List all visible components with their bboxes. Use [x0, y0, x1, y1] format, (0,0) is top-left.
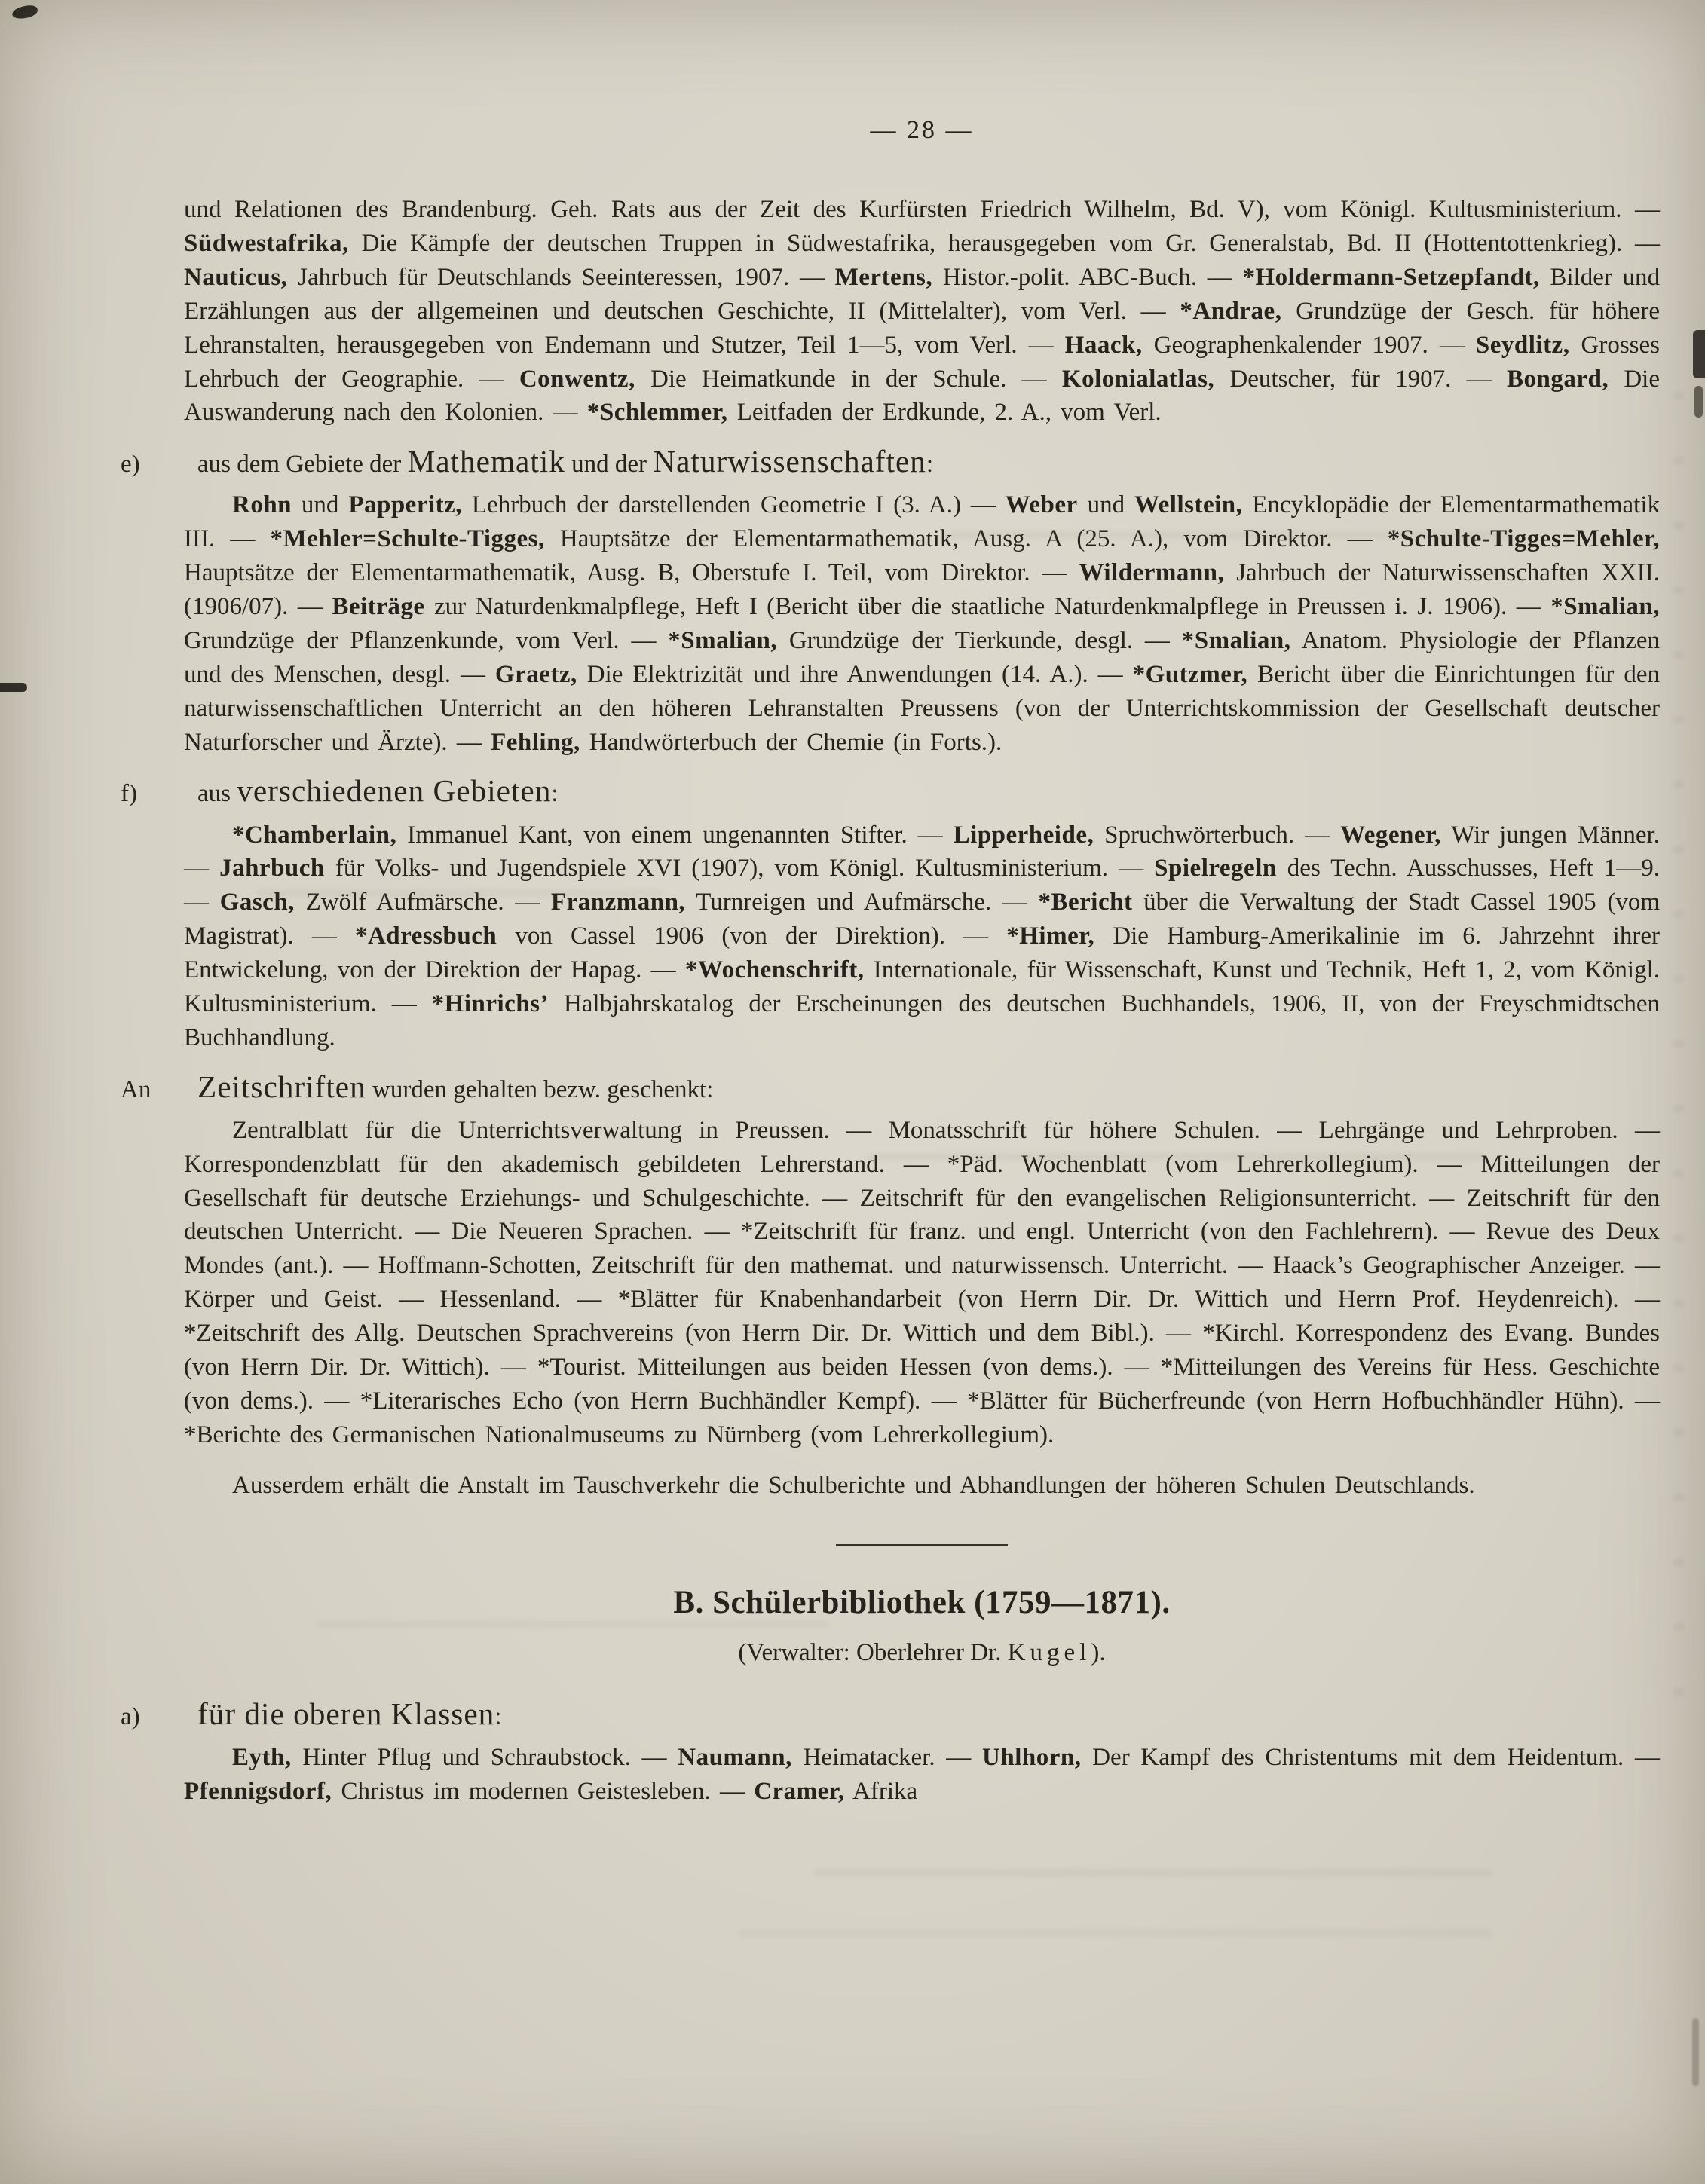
text-run: Heimatacker. — — [791, 1743, 983, 1771]
section-divider — [836, 1544, 1008, 1546]
text-run: : — [551, 780, 559, 808]
text-run: Spielregeln — [1154, 855, 1277, 882]
text-run: *Chamberlain, — [232, 821, 397, 849]
text-run: Encyklopädie der Elementarmathematik III. — — [184, 491, 1660, 553]
text-run: Grosses Lehrbuch der Geographie. — — [184, 331, 1660, 393]
text-run: Bilder und Erzählungen aus der allgemeinen und deutschen Geschichte, II (Mittelalter), vom Verl. — — [184, 263, 1661, 325]
zeitschriften-title — [197, 1069, 714, 1104]
section-e-marker: e) — [121, 451, 140, 479]
text-run: *Smalian, — [1550, 593, 1660, 621]
text-run: Weber — [1005, 491, 1078, 519]
text-run: Pfennigsdorf, — [184, 1777, 332, 1805]
text-run: wurden gehalten bezw. geschenkt: — [366, 1075, 714, 1103]
text-run: Turnreigen und Aufmärsche. — — [685, 889, 1039, 916]
text-run: Hauptsätze der Elementarmathematik, Ausg. B, Oberstufe I. Teil, vom Direktor. — — [184, 559, 1079, 587]
text-run: *Holdermann-Setzepfandt, — [1242, 263, 1540, 291]
text-run: Graetz, — [494, 660, 577, 688]
heading-zeitschriften — [121, 1066, 1660, 1108]
text-run: Grundzüge der Pflanzenkunde, vom Verl. — — [184, 626, 669, 654]
text-run: Spruchwörterbuch. — — [1094, 821, 1341, 849]
text-run: Jahrbuch — [219, 855, 325, 882]
text-run: Gasch, — [219, 889, 295, 916]
scan-edge-streak-artifact — [1693, 330, 1705, 378]
text-run: von Cassel 1906 (von der Direktion). — — [497, 922, 1007, 950]
page-content — [121, 113, 1661, 1809]
text-run: Geographenkalender 1907. — — [1142, 331, 1476, 359]
text-run: aus dem Gebiete der — [197, 451, 408, 479]
text-run: *Adressbuch — [354, 922, 497, 950]
paragraph-zeitschriften — [184, 1114, 1660, 1452]
text-run: Lipperheide, — [953, 821, 1094, 849]
text-run: Die Heimatkunde in der Schule. — — [635, 365, 1062, 393]
section-a-title — [197, 1696, 502, 1731]
text-run: *Himer, — [1006, 922, 1095, 950]
text-run: Wildermann, — [1079, 559, 1225, 587]
text-run: Anatom. Physiologie der Pflanzen und des Menschen, desgl. — — [184, 626, 1660, 688]
text-run: Immanuel Kant, von einem ungenannten Stifter. — — [396, 821, 954, 849]
text-run: Cramer, — [754, 1777, 845, 1805]
scan-speck-artifact — [11, 5, 38, 20]
text-run: Bongard, — [1506, 365, 1609, 393]
text-run: Rohn — [232, 491, 292, 519]
text-run: und der — [565, 451, 654, 479]
text-run: Uhlhorn, — [982, 1743, 1082, 1771]
text-run: Kugel — [1007, 1638, 1091, 1666]
text-run: *Bericht — [1038, 889, 1133, 916]
page-number: — 28 — — [870, 116, 974, 144]
text-run: Die Auswanderung nach den Kolonien. — — [184, 365, 1660, 427]
schuelerbibliothek-title: B. Schülerbibliothek (1759—1871). — [673, 1585, 1171, 1621]
paragraph-misc-fields — [184, 818, 1660, 1055]
text-run: *Gutzmer, — [1132, 660, 1248, 688]
text-run: Kolonialatlas, — [1061, 365, 1215, 393]
text-run: Internationale, für Wissenschaft, Kunst und Technik, Heft 1, 2, vom Königl. Kultusministerium. — — [184, 956, 1660, 1017]
paragraph-upper-classes — [184, 1741, 1660, 1809]
text-run: Beiträge — [332, 593, 425, 621]
text-run: aus — [197, 780, 237, 808]
text-run: Die Kämpfe der deutschen Truppen in Südwestafrika, herausgegeben vom Gr. Generalstab, Bd. II (Hottentottenkrieg). — — [348, 230, 1660, 258]
text-run: Lehrbuch der darstellenden Geometrie I (3. A.) — — [462, 491, 1006, 519]
text-run: Nauticus, — [184, 263, 288, 291]
text-run: Fehling, — [491, 728, 580, 756]
text-run: *Hinrichs’ — [431, 990, 549, 1017]
text-run: (Verwalter: Oberlehrer Dr. — [738, 1638, 1008, 1666]
text-run: und — [292, 491, 349, 519]
text-run: Ausserdem erhält die Anstalt im Tauschverkehr die Schulberichte und Abhandlungen der höheren Schulen Deutschlands. — [232, 1471, 1475, 1499]
text-run: ). — [1091, 1638, 1106, 1666]
section-e-title — [197, 444, 934, 479]
text-run: Zwölf Aufmärsche. — — [294, 889, 551, 916]
text-run: Handwörterbuch der Chemie (in Forts.). — [580, 728, 1002, 756]
text-run: und — [1077, 491, 1134, 519]
scan-edge-streak-artifact — [1694, 386, 1703, 418]
text-run: *Andrae, — [1180, 297, 1282, 325]
text-run: *Smalian, — [1181, 626, 1291, 654]
text-run: Jahrbuch für Deutschlands Seeinteressen, 1907. — — [287, 263, 835, 291]
text-run: Bericht über die Einrichtungen für den naturwissenschaftlichen Unterricht an den höheren Lehranstalten Preussens (von der Unterrichtskommission der Gesellschaft deutscher Naturforscher und Ärzte). — — [184, 660, 1660, 756]
text-run: Mathematik — [407, 444, 565, 479]
text-run: Zentralblatt für die Unterrichtsverwaltung in Preussen. — Monatsschrift für höhere Schulen. — Lehrgänge und Lehrproben. — Korrespondenzblatt für den akademisch gebildeten Lehrerstand. — *Päd. Wochenblatt (vom Lehrerkollegium). — Mitteilungen der Gesellschaft für deutsche Erziehungs- und Schulgeschichte. — Zeitschrift für den evangelischen Religionsunterricht. — Zeitschrift für den deutschen Unterricht. — Die Neueren Sprachen. — *Zeitschrift für franz. und engl. Unterricht (von den Fachlehrern). — Revue des Deux Mondes (ant.). — Hoffmann-Schotten, Zeitschrift für den mathemat. und naturwissensch. Unterricht. — Haack’s Geographischer Anzeiger. — Körper und Geist. — Hessenland. — *Blätter für Knabenhandarbeit (von Herrn Dir. Dr. Wittich und Herrn Prof. Heydenreich). — *Zeitschrift des Allg. Deutschen Sprachvereins (von Herrn Dir. Dr. Wittich und dem Bibl.). — *Kirchl. Korrespondenz des Evang. Bundes (von Herrn Dir. Dr. Wittich). — *Tourist. Mitteilungen aus beiden Hessen (von dems.). — *Mitteilungen des Vereins für Hess. Geschichte (von dems.). — *Literarisches Echo (von Herrn Buchhändler Kempf). — *Blätter für Bücherfreunde (von Herrn Hofbuchhändler Hühn). — *Berichte des Germanischen Nationalmuseums zu Nürnberg (vom Lehrerkollegium). — [184, 1116, 1660, 1448]
text-run: Conwentz, — [519, 365, 635, 393]
text-run: Afrika — [844, 1777, 918, 1805]
text-run: Papperitz, — [348, 491, 463, 519]
text-run: zur Naturdenkmalpflege, Heft I (Bericht über die staatliche Naturdenkmalpflege in Preussen i. J. 1906). — — [424, 593, 1551, 621]
section-f-marker: f) — [121, 780, 137, 808]
text-run: Jahrbuch der Naturwissenschaften XXII. (1906/07). — — [184, 559, 1660, 621]
text-run: Deutscher, für 1907. — — [1214, 365, 1507, 393]
text-run: Hauptsätze der Elementarmathematik, Ausg. A (25. A.), vom Direktor. — — [544, 525, 1388, 553]
text-run: : — [494, 1702, 502, 1730]
text-run: : — [926, 451, 934, 479]
text-run: für die oberen Klassen — [197, 1696, 495, 1731]
text-run: Wir jungen Männer. — — [184, 821, 1660, 882]
bleedthrough-column-artifact — [1673, 392, 1684, 1711]
text-run: Seydlitz, — [1475, 331, 1570, 359]
text-run: *Wochenschrift, — [684, 956, 865, 984]
text-run: Mertens, — [834, 263, 933, 291]
text-run: Leitfaden der Erdkunde, 2. A., vom Verl. — [727, 399, 1162, 427]
scan-edge-dash-artifact — [0, 683, 27, 692]
bleedthrough-artifact — [814, 1869, 1492, 1877]
text-run: Histor.-polit. ABC-Buch. — — [932, 263, 1243, 291]
schuelerbibliothek-subtitle — [184, 1636, 1660, 1670]
text-run: Südwestafrika, — [184, 230, 349, 258]
text-run: verschiedenen Gebieten — [237, 773, 552, 809]
text-run: Hinter Pflug und Schraubstock. — — [291, 1743, 678, 1771]
section-heading-a — [121, 1693, 1660, 1735]
paragraph-history-continuation — [184, 193, 1660, 430]
section-heading-f — [121, 769, 1660, 812]
text-run: Naumann, — [678, 1743, 792, 1771]
text-run: Haack, — [1064, 331, 1143, 359]
text-run: Die Hamburg-Amerikalinie im 6. Jahrzehnt ihrer Entwickelung, von der Direktion der Hapag. — — [184, 922, 1660, 984]
scan-smudge-artifact — [1692, 2018, 1699, 2086]
text-run: Grundzüge der Tierkunde, desgl. — — [777, 626, 1182, 654]
text-run: Die Elektrizität und ihre Anwendungen (14. A.). — — [577, 660, 1133, 688]
zeitschriften-marker: An — [121, 1075, 152, 1103]
bleedthrough-artifact — [739, 1929, 1492, 1937]
section-a-marker: a) — [121, 1702, 140, 1730]
text-run: Halbjahrskatalog der Erscheinungen des deutschen Buchhandels, 1906, II, von der Freyschmidtschen Buchhandlung. — [184, 990, 1661, 1051]
text-run: *Schlemmer, — [586, 399, 728, 427]
text-run: Wellstein, — [1134, 491, 1243, 519]
text-run: Wegener, — [1340, 821, 1441, 849]
section-f-title — [197, 773, 559, 809]
text-run: Eyth, — [232, 1743, 292, 1771]
section-heading-e — [121, 440, 1660, 482]
text-run: *Schulte-Tigges=Mehler, — [1387, 525, 1660, 553]
text-run: *Mehler=Schulte-Tigges, — [270, 525, 545, 553]
text-run: und Relationen des Brandenburg. Geh. Rats aus der Zeit des Kurfürsten Friedrich Wilhelm, Bd. V), vom Königl. Kultusministerium. — — [184, 196, 1660, 224]
text-run: Franzmann, — [550, 889, 686, 916]
text-run: Grundzüge der Gesch. für höhere Lehranstalten, herausgegeben von Endemann und Stutzer, Teil 1—5, vom Verl. — — [184, 297, 1661, 359]
text-run: Christus im modernen Geistesleben. — — [332, 1777, 755, 1805]
text-run: Zeitschriften — [197, 1069, 366, 1104]
text-run: über die Verwaltung der Stadt Cassel 1905 (vom Magistrat). — — [184, 889, 1661, 950]
text-run: Der Kampf des Christentums mit dem Heidentum. — — [1081, 1743, 1661, 1771]
paragraph-exchange-note — [184, 1469, 1660, 1503]
text-run: Naturwissenschaften — [653, 444, 926, 479]
text-run: des Techn. Ausschusses, Heft 1—9. — — [184, 855, 1661, 916]
text-run: für Volks- und Jugendspiele XVI (1907), vom Königl. Kultusministerium. — — [324, 855, 1155, 882]
text-run: *Smalian, — [668, 626, 778, 654]
paragraph-math-science — [184, 488, 1660, 759]
